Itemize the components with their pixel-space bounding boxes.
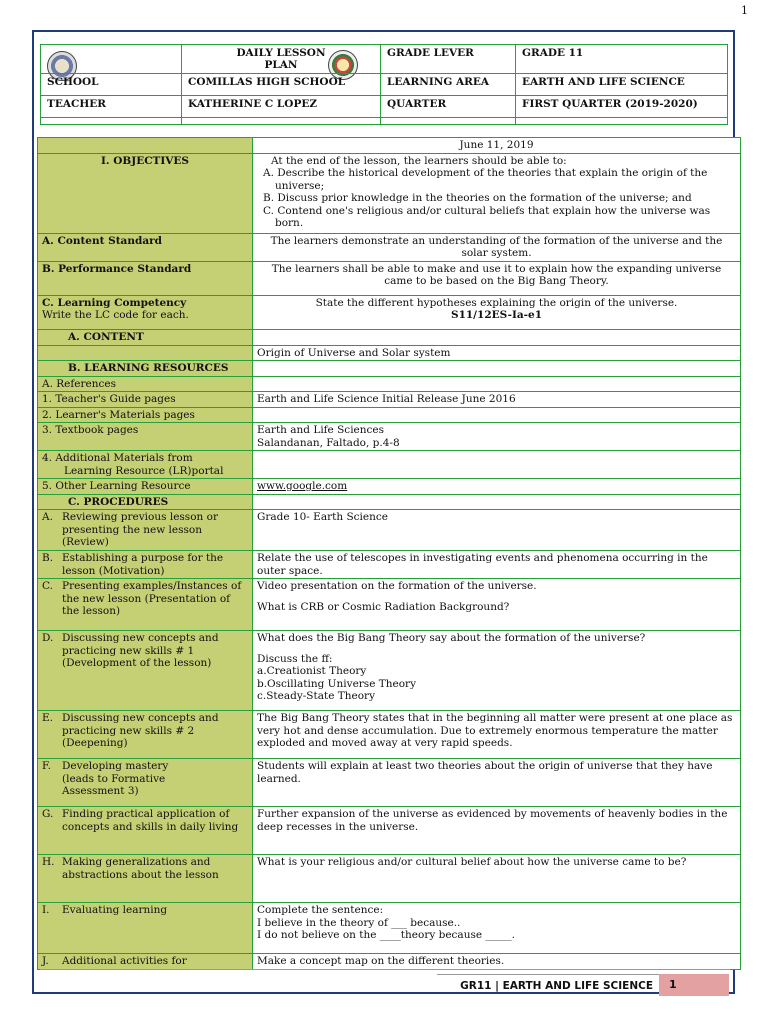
objectives-intro: At the end of the lesson, the learners should be able to: xyxy=(271,154,567,167)
grade-label: GRADE LEVER xyxy=(381,45,516,74)
performance-standard-label: B. Performance Standard xyxy=(38,261,253,295)
procedure-label: Making generalizations and abstractions about the lesson xyxy=(62,856,219,881)
resource-label-textbook: 3. Textbook pages xyxy=(38,423,253,451)
quarter-label: QUARTER xyxy=(381,96,516,118)
resource-value-other-link[interactable]: www.google.com xyxy=(253,479,741,495)
procedure-label: Discussing new concepts and practicing new skills # 2 (Deepening) xyxy=(62,712,219,749)
competency-label: C. Learning Competency xyxy=(42,296,187,309)
resource-label-other: 5. Other Learning Resource xyxy=(38,479,253,495)
resources-label: B. LEARNING RESOURCES xyxy=(38,361,253,377)
resource-label-tg: 1. Teacher's Guide pages xyxy=(38,392,253,408)
objectives-list xyxy=(257,167,736,230)
competency-value: State the different hypotheses explaining the origin of the universe. xyxy=(315,296,678,309)
procedure-value: Make a concept map on the different theories. xyxy=(253,954,741,970)
resource-label-lm: 2. Learner's Materials pages xyxy=(38,407,253,423)
theory-item: a.Creationist Theory xyxy=(257,665,367,677)
procedure-label: Establishing a purpose for the lesson (Motivation) xyxy=(62,552,224,577)
lesson-plan-table: June 11, 2019 I. OBJECTIVES At the end of the lesson, the learners should be able to: A. Describe the historical development of the theories that explain the origin of the universe; B. Discuss prior knowledge in the theories on the formation of the universe; and C. Contend one's religious and/or cultural beliefs that explain how the universe was born. A. Content Standard The learners demonstrate an understanding of the formation of the universe and the solar system. B. Performance Standard The learners shall be able to make and use it to explain how the expanding universe came to be based on the Big Bang Theory. C. Learning Competency Write the LC code for each. State the different hypotheses explaining the origin of the universe. S11/12ES-Ia-e1 A. CONTENT Origin of Universe and Solar system B. LEARNING RESOURCES A. References 1. Teacher's Guide pages Earth and Life Science Initial Release June 2016 2. Learner's Materials pages 3. Textbook pages Earth and Life Sciences Salandanan, Faltado, p.4-8 4. Additional Materials from Learning Resource (LR)portal 5. Other Learning Resource www.google.com C. PROCEDURES A. Reviewing previous lesson or presenting the new lesson (Review) Grade 10- Earth Science B. Establishing a purpose for the lesson (Motivation) Relate the use of telescopes in investigating events and phenomena occurring in the outer space. C. Presenting examples/Instances of the new lesson (Presentation of the lesson) Video presentation on the formation of the universe. What is CRB or Cosmic Radiation Background? D. Discussing new concepts and practicing new skills # 1 (Development of the lesson) What does the Big Bang Theory say about the formation of the universe? Discuss the ff: a.Creationist Theory b.Oscillating Universe Theory c.Steady-State Theory E. Discussing new concepts and practicing new skills # 2 (Deepening) The Big Bang Theory states that in the beginning all matter were present at one place as very hot and dense accumulation. Due to extremely enormous temperature the matter exploded and moved away at very rapid speeds. F. Developing mastery (leads to Formative Assessment 3) Students will explain at least two theories about the origin of universe that they have learned. G. Finding practical application of concepts and skills in daily living Further expansion of the universe as evidenced by movements of heavenly bodies in the deep recesses in the universe. H. Making generalizations and abstractions about the lesson What is your religious and/or cultural belief about how the universe came to be? I. Evaluating learning Complete the sentence: I believe in the theory of ___ because.. I do not believe on the ____theory because _____. J. Additional activities for Make a concept map on the different theories. xyxy=(37,137,741,970)
procedures-label: C. PROCEDURES xyxy=(38,494,253,510)
objectives-label: I. OBJECTIVES xyxy=(38,153,253,233)
procedure-value-2: What is CRB or Cosmic Radiation Background? xyxy=(257,600,510,613)
resource-label-additional-2: Learning Resource (LR)portal xyxy=(64,464,224,477)
resource-value-textbook: Earth and Life Sciences xyxy=(257,424,385,436)
area-value: EARTH AND LIFE SCIENCE xyxy=(516,74,728,96)
procedure-value-2: Discuss the ff: xyxy=(257,652,333,665)
procedure-value: What does the Big Bang Theory say about the formation of the universe? xyxy=(257,632,646,644)
resource-value-textbook-authors: Salandanan, Faltado, p.4-8 xyxy=(257,436,400,449)
theory-item: b.Oscillating Universe Theory xyxy=(257,677,416,690)
grade-value: GRADE 11 xyxy=(516,45,728,74)
procedure-label: Presenting examples/Instances of the new lesson (Presentation of the lesson) xyxy=(62,580,242,617)
procedure-value: Further expansion of the universe as evidenced by movements of heavenly bodies in the deep recesses in the universe. xyxy=(253,807,741,855)
school-value: COMILLAS HIGH SCHOOL xyxy=(182,74,381,96)
header-table xyxy=(40,44,728,125)
content-value: Origin of Universe and Solar system xyxy=(253,345,741,361)
theory-item: c.Steady-State Theory xyxy=(257,690,376,702)
footer-label: GR11 | EARTH AND LIFE SCIENCE xyxy=(437,974,659,996)
doc-title-line2: PLAN xyxy=(264,59,298,71)
objective-item: A. Describe the historical development of the theories that explain the origin of the universe; xyxy=(263,167,708,192)
procedure-value: Students will explain at least two theories about the origin of universe that they have learned. xyxy=(253,759,741,807)
teacher-label: TEACHER xyxy=(41,96,182,118)
sentence-item: I believe in the theory of ___ because.. xyxy=(257,916,461,929)
resource-label-additional: 4. Additional Materials from xyxy=(42,452,193,464)
procedure-value: Video presentation on the formation of the universe. xyxy=(257,580,537,592)
procedure-label: Developing mastery (leads to Formative Assessment 3) xyxy=(62,760,169,797)
doc-title-line1: DAILY LESSON xyxy=(236,47,326,59)
competency-code: S11/12ES-Ia-e1 xyxy=(450,309,543,321)
procedure-value: Relate the use of telescopes in investigating events and phenomena occurring in the outer space. xyxy=(253,551,741,579)
content-label: A. CONTENT xyxy=(38,329,253,345)
performance-standard-value: The learners shall be able to make and use it to explain how the expanding universe came to be based on the Big Bang Theory. xyxy=(253,261,741,295)
sentence-item: I do not believe on the ____theory because _____. xyxy=(257,929,515,941)
procedure-label: Evaluating learning xyxy=(62,904,168,916)
procedure-value: Grade 10- Earth Science xyxy=(253,510,741,551)
resource-value-tg: Earth and Life Science Initial Release June 2016 xyxy=(253,392,741,408)
procedure-label: Additional activities for xyxy=(62,955,187,967)
area-label: LEARNING AREA xyxy=(381,74,516,96)
procedure-label: Finding practical application of concepts and skills in daily living xyxy=(62,808,239,833)
teacher-value: KATHERINE C LOPEZ xyxy=(182,96,381,118)
quarter-value: FIRST QUARTER (2019-2020) xyxy=(516,96,728,118)
competency-sublabel: Write the LC code for each. xyxy=(42,309,189,321)
lesson-date: June 11, 2019 xyxy=(253,138,741,154)
references-label: A. References xyxy=(38,376,253,392)
footer-divider xyxy=(40,969,730,970)
content-standard-value: The learners demonstrate an understanding of the formation of the universe and the solar system. xyxy=(253,233,741,261)
objective-item: C. Contend one's religious and/or cultural beliefs that explain how the universe was born. xyxy=(263,204,711,229)
objective-item: B. Discuss prior knowledge in the theories on the formation of the universe; and xyxy=(263,192,692,204)
content-standard-label: A. Content Standard xyxy=(38,233,253,261)
footer-page-number: 1 xyxy=(659,974,729,996)
procedure-value: The Big Bang Theory states that in the beginning all matter were present at one place as very hot and dense accumulation. Due to extremely enormous temperature the matter exploded and moved away at very rapid speeds. xyxy=(253,711,741,759)
procedure-label: Discussing new concepts and practicing new skills # 1 (Development of the lesson) xyxy=(62,632,219,669)
procedure-label: Reviewing previous lesson or presenting the new lesson (Review) xyxy=(62,511,218,548)
page-number-top: 1 xyxy=(741,4,748,17)
school-label: SCHOOL xyxy=(41,74,182,96)
procedure-value: Complete the sentence: xyxy=(257,904,384,916)
procedure-value: What is your religious and/or cultural belief about how the universe came to be? xyxy=(253,855,741,903)
